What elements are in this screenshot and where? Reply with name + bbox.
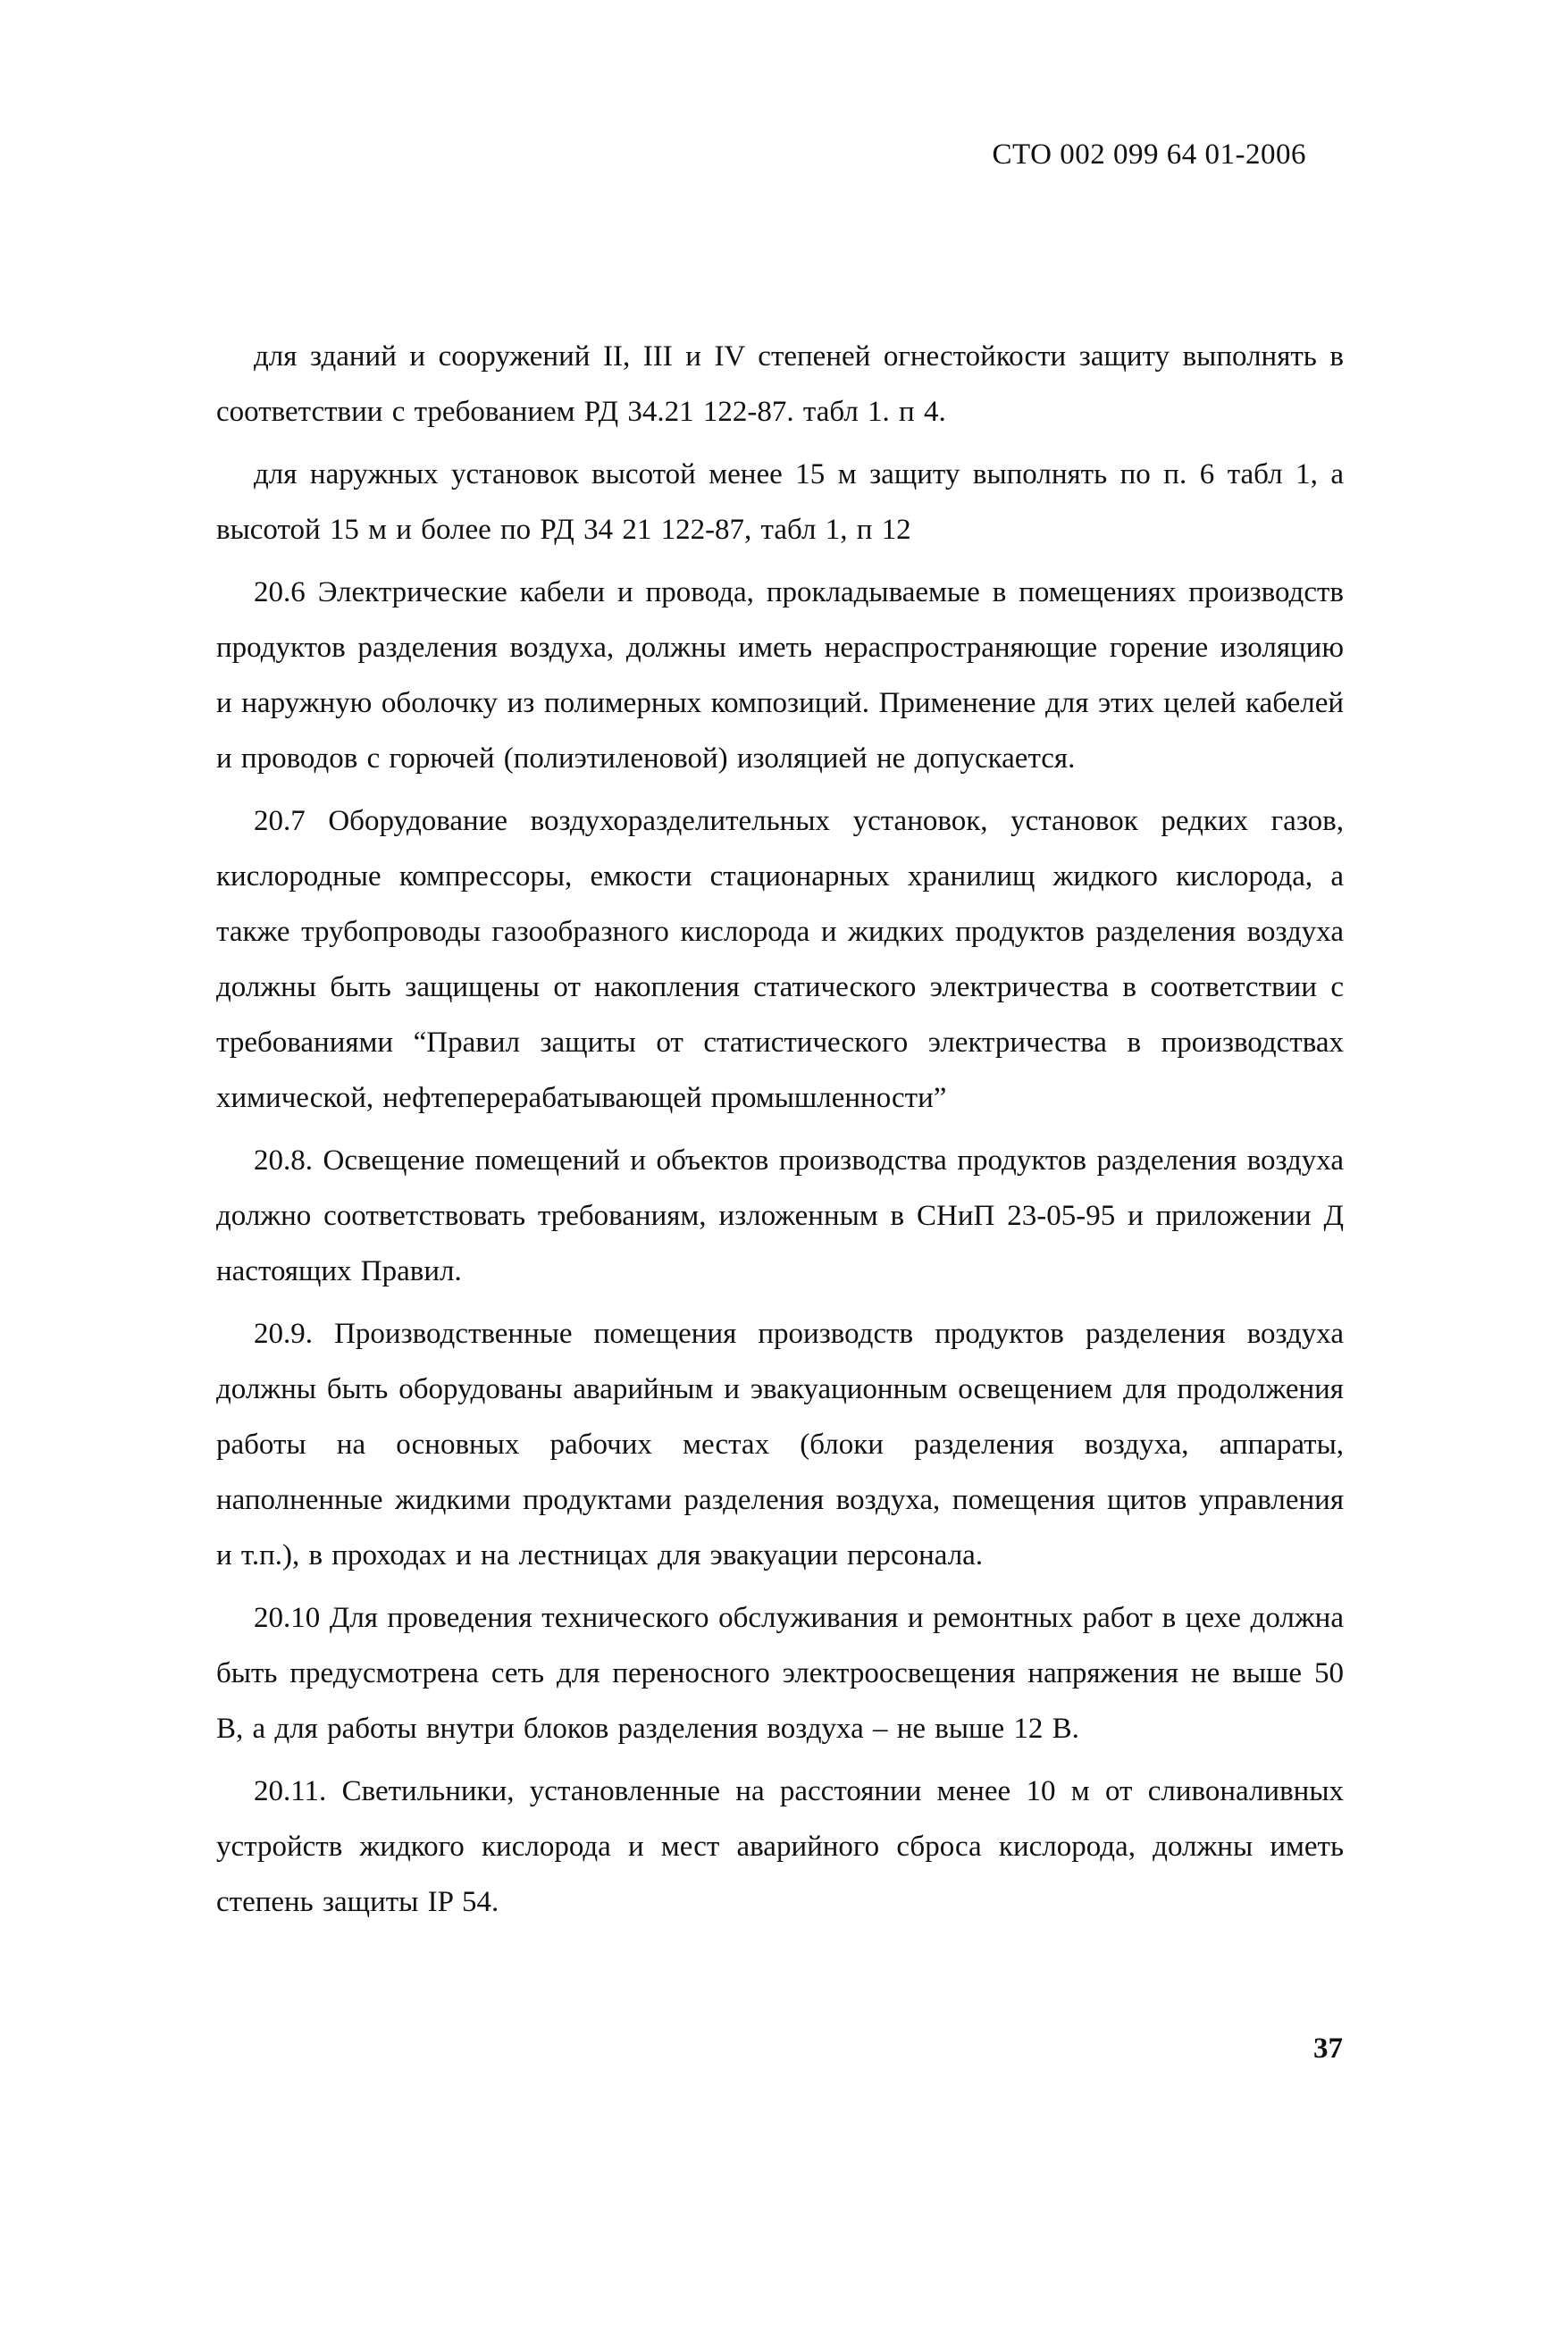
paragraph-20-8: 20.8. Освещение помещений и объектов производства продуктов разделения воздуха должно соответствовать требованиям, изложенным в СНиП 23-05-95 и приложении Д настоящих Правил.: [216, 1144, 1344, 1287]
page-number: 37: [1313, 2032, 1343, 2065]
paragraph-fire-resistance-protection: для зданий и сооружений II, III и IV степеней огнестойкости защиту выполнять в соответствии с требованием РД 34.21 122-87. табл 1. п 4.: [216, 340, 1344, 428]
paragraph-20-11: 20.11. Светильники, установленные на расстоянии менее 10 м от сливоналивных устройств жидкого кислорода и мест аварийного сброса кислорода, должны иметь степень защиты IP 54.: [216, 1775, 1344, 1918]
paragraph-20-10: 20.10 Для проведения технического обслуживания и ремонтных работ в цехе должна быть предусмотрена сеть для переносного электроосвещения напряжения не выше 50 В, а для работы внутри блоков разделения воздуха – не выше 12 В.: [216, 1602, 1344, 1745]
paragraph-20-9: 20.9. Производственные помещения производств продуктов разделения воздуха должны быть оборудованы аварийным и эвакуационным освещением для продолжения работы на основных рабочих местах (блоки разделения воздуха, аппараты, наполненные жидкими продуктами разделения воздуха, помещения щитов управления и т.п.), в проходах и на лестницах для эвакуации персонала.: [216, 1318, 1344, 1571]
document-code: СТО 002 099 64 01-2006: [992, 138, 1306, 171]
paragraph-outdoor-installations: для наружных установок высотой менее 15 м защиту выполнять по п. 6 табл 1, а высотой 15 м и более по РД 34 21 122-87, табл 1, п 12: [216, 458, 1344, 546]
paragraph-20-7: 20.7 Оборудование воздухоразделительных установок, установок редких газов, кислородные компрессоры, емкости стационарных хранилищ жидкого кислорода, а также трубопроводы газообразного кислорода и жидких продуктов разделения воздуха должны быть защищены от накопления статического электричества в соответствии с требованиями “Правил защиты от статистического электричества в производствах химической, нефтеперерабатывающей промышленности”: [216, 805, 1344, 1114]
document-body: [216, 329, 1344, 1937]
paragraph-20-6: 20.6 Электрические кабели и провода, прокладываемые в помещениях производств продуктов разделения воздуха, должны иметь нераспространяющие горение изоляцию и наружную оболочку из полимерных композиций. Применение для этих целей кабелей и проводов с горючей (полиэтиленовой) изоляцией не допускается.: [216, 576, 1344, 775]
